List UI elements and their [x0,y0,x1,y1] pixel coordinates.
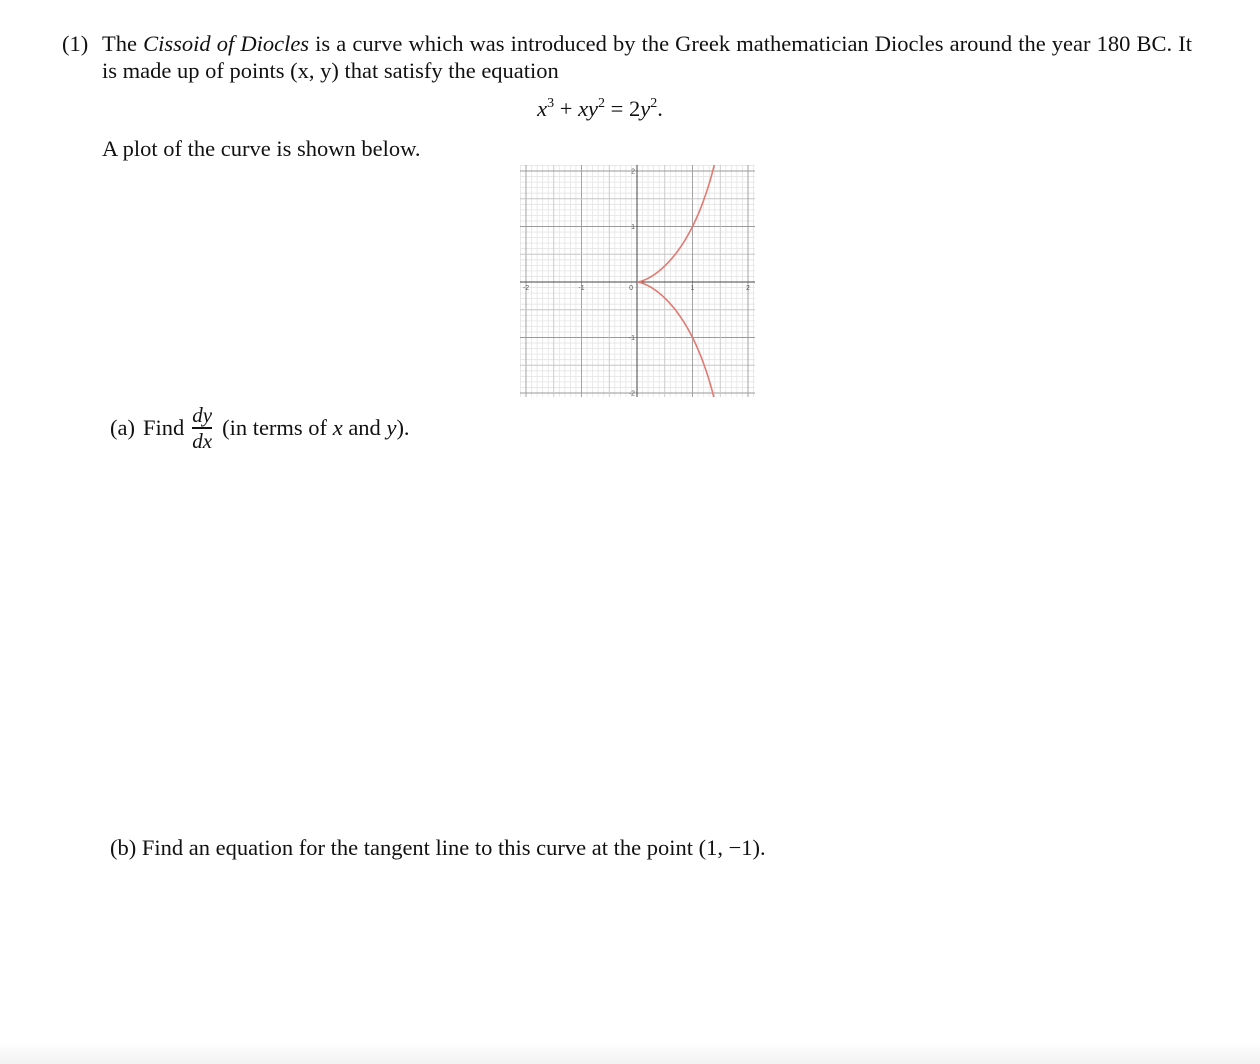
part-a-var-y: y [386,415,397,440]
y-tick-label: -1 [628,335,635,342]
part-a-label: (a) [110,415,135,440]
intro-pre-text: The [102,31,137,56]
plot-caption: A plot of the curve is shown below. [102,136,421,161]
x-tick-label: 0 [629,285,633,292]
eq-equals: = 2 [605,96,641,121]
plot-tick-labels [523,169,750,398]
fraction-numerator: dy [192,403,213,428]
derivative-fraction [192,404,212,452]
part-b-text: Find an equation for the tangent line to this curve at the point (1, −1). [141,835,766,860]
eq-exp-2a: 2 [598,96,606,111]
x-tick-label: -1 [578,285,585,292]
eq-term-x: x [537,96,548,121]
part-b [110,835,766,861]
curve-upper-branch [637,165,716,282]
eq-exp-2b: 2 [650,96,658,111]
page-bottom-edge [0,1042,1260,1064]
eq-exp-3: 3 [547,96,555,111]
cissoid-plot [520,165,755,397]
curve-lower-branch [637,282,716,397]
plot-curve [637,165,716,397]
problem-number: (1) [62,31,89,56]
part-b-label: (b) [110,835,137,860]
part-a [110,398,410,458]
y-tick-label: 2 [631,168,635,176]
y-tick-label: -2 [628,390,635,397]
fraction-denominator: dx [192,428,213,453]
eq-period: . [657,96,663,121]
curve-equation [0,96,1200,122]
eq-term-y: y [640,96,651,121]
part-a-and: and [348,415,381,440]
curve-name: Cissoid of Diocles [143,31,310,56]
eq-term-xy: xy [578,96,599,121]
part-a-find: Find [142,415,185,440]
eq-plus: + [554,96,579,121]
problem-intro [62,30,1192,84]
part-a-text [222,415,409,441]
intro-post-text: is a curve which was introduced by the Greek mathematician Diocles around the year 180 BC. It is made up of points (x, y) that satisfy the equation [102,31,1192,83]
part-a-var-x: x [332,415,343,440]
part-a-rest-pre: (in terms of [222,415,328,440]
x-tick-label: 2 [746,285,750,292]
x-tick-label: -2 [522,285,530,292]
x-tick-label: 1 [690,285,695,292]
y-tick-label: 1 [631,224,635,231]
plot-axes [520,165,755,397]
part-a-rest-post: ). [396,415,410,440]
problem-statement [102,30,1192,84]
